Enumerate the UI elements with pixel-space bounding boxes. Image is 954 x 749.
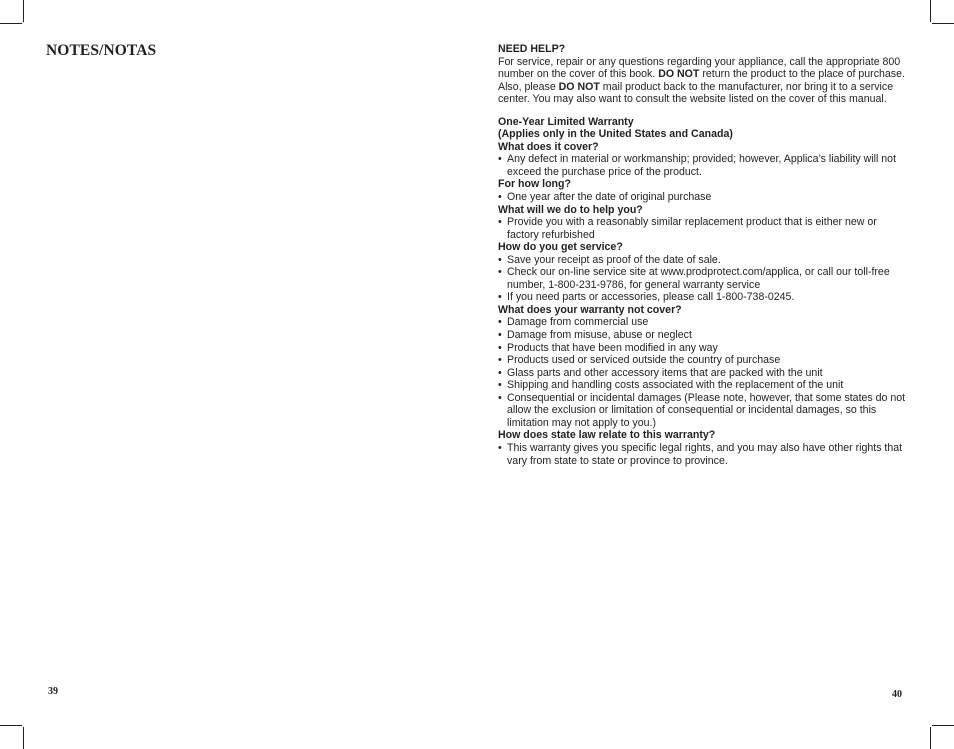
need-help-paragraph	[498, 56, 910, 106]
crop-mark-bottom-left	[23, 727, 24, 749]
warranty-bullet-item: • This warranty gives you specific legal rights, and you may also have other rights that vary from state to state or province to province.	[498, 442, 910, 467]
warranty-bullet-item: • Any defect in material or workmanship; provided; however, Applica’s liability will not exceed the purchase price of the product.	[498, 153, 910, 178]
warranty-bullet-item: • Glass parts and other accessory items that are packed with the unit	[498, 367, 910, 380]
warranty-bullet-list	[498, 442, 910, 467]
need-help-heading: NEED HELP?	[498, 43, 566, 55]
warranty-bullet-item: • Products that have been modified in any way	[498, 342, 910, 355]
crop-mark-top-left	[23, 0, 24, 22]
warranty-bullet-item: • Provide you with a reasonably similar replacement product that is either new or factory refurbished	[498, 216, 910, 241]
crop-mark-top-right	[930, 0, 931, 22]
do-not-emphasis-1: DO NOT	[658, 68, 700, 81]
warranty-sections	[498, 141, 910, 467]
warranty-bullet-item: • One year after the date of original purchase	[498, 191, 910, 204]
crop-mark-top-right-h	[932, 23, 954, 24]
warranty-section-heading: For how long?	[498, 178, 571, 191]
warranty-bullet-list	[498, 254, 910, 304]
warranty-bullet-list	[498, 153, 910, 178]
crop-mark-bottom-right	[930, 727, 931, 749]
warranty-bullet-item: • If you need parts or accessories, please call 1-800-738-0245.	[498, 291, 910, 304]
warranty-bullet-item: • Consequential or incidental damages (Please note, however, that some states do not allow the exclusion or limitation of consequential or incidental damages, so this limitation may not apply to you.)	[498, 392, 910, 430]
warranty-bullet-item: • Damage from misuse, abuse or neglect	[498, 329, 910, 342]
warranty-section-heading: What will we do to help you?	[498, 203, 643, 216]
warranty-bullet-list	[498, 216, 910, 241]
warranty-section-heading: How does state law relate to this warranty?	[498, 429, 716, 442]
crop-mark-top-left-h	[0, 23, 22, 24]
crop-mark-bottom-left-h	[0, 725, 22, 726]
warranty-bullet-item: • Products used or serviced outside the country of purchase	[498, 354, 910, 367]
need-help-text-3: mail product back to the manufacturer, nor bring it to a service center. You may also want to consult the website listed on the cover of this manual.	[498, 80, 894, 106]
warranty-bullet-item: • Save your receipt as proof of the date of sale.	[498, 254, 910, 267]
warranty-bullet-list	[498, 191, 910, 204]
warranty-section-heading: What does your warranty not cover?	[498, 303, 682, 316]
do-not-emphasis-2: DO NOT	[558, 80, 600, 93]
section-spacer	[498, 106, 910, 116]
warranty-title: One-Year Limited Warranty	[498, 115, 634, 128]
need-help-text-1: For service, repair or any questions regarding your appliance, call the appropriate 800 number on the cover of this book.	[498, 55, 901, 81]
page-number-left: 39	[48, 686, 58, 697]
page-number-right: 40	[892, 689, 902, 700]
warranty-section-heading: What does it cover?	[498, 140, 599, 153]
warranty-bullet-item: • Check our on-line service site at www.prodprotect.com/applica, or call our toll-free number, 1-800-231-9786, for general warranty service	[498, 266, 910, 291]
notes-title: NOTES/NOTAS	[46, 42, 157, 59]
crop-mark-bottom-right-h	[932, 725, 954, 726]
warranty-section-heading: How do you get service?	[498, 241, 623, 254]
need-help-text-2: return the product to the place of purchase. Also, please	[498, 68, 905, 93]
warranty-bullet-list	[498, 316, 910, 429]
warranty-subtitle: (Applies only in the United States and Canada)	[498, 128, 733, 141]
warranty-bullet-item: • Damage from commercial use	[498, 316, 910, 329]
warranty-bullet-item: • Shipping and handling costs associated with the replacement of the unit	[498, 379, 910, 392]
right-page-content	[498, 43, 910, 467]
